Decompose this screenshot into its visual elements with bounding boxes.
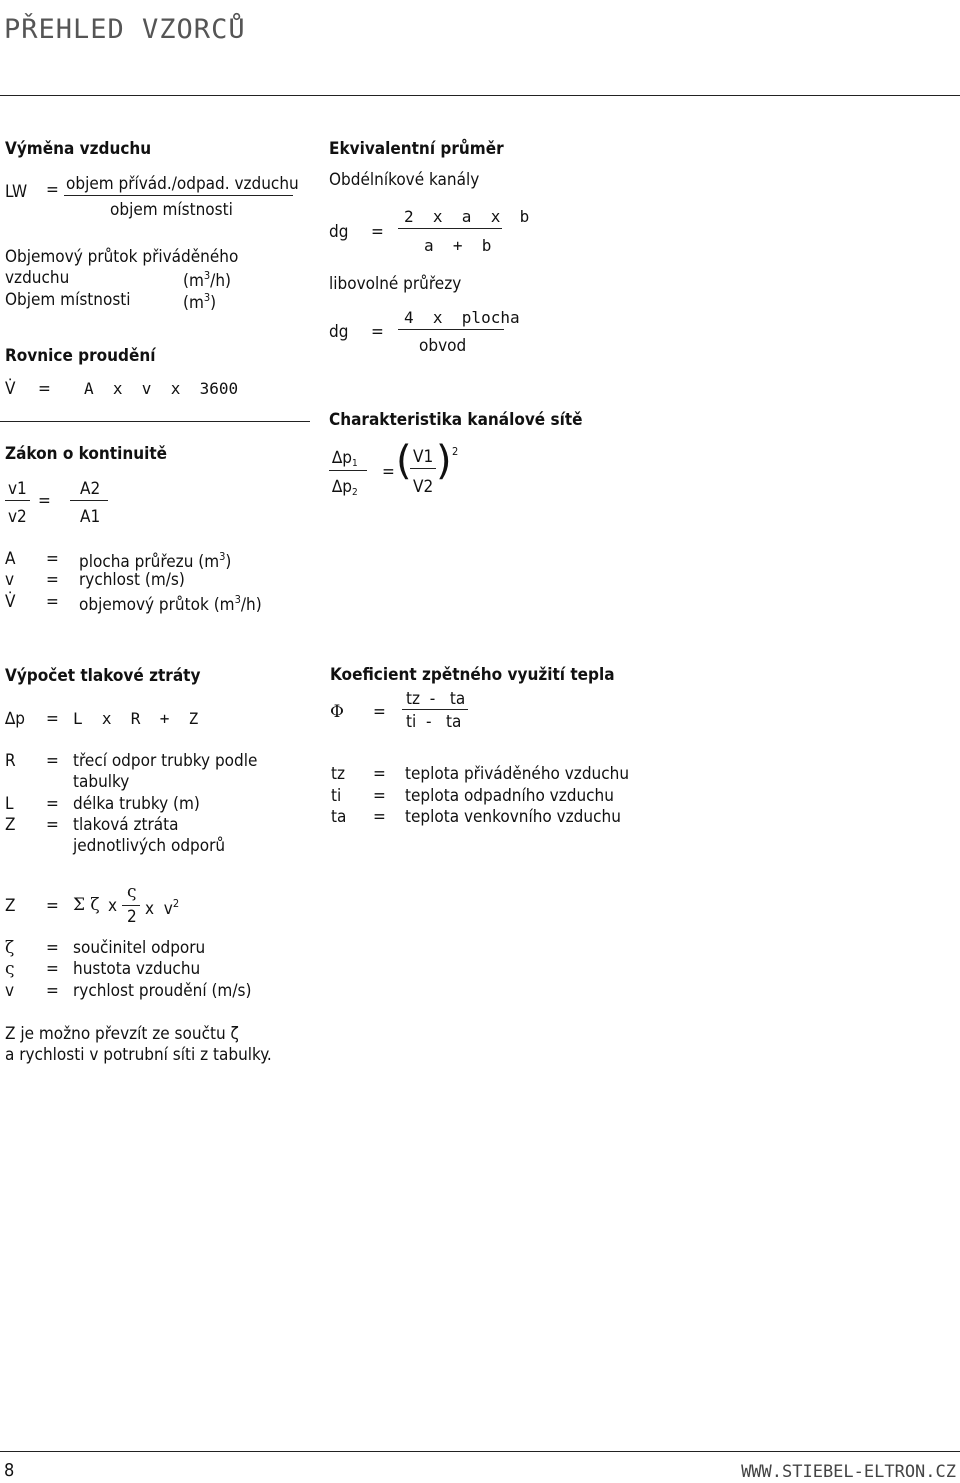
rho-symbol: ς <box>127 882 137 902</box>
dg2-denominator: obvod <box>419 336 467 356</box>
definition-text: Objem místnosti <box>5 290 131 310</box>
equals-sign: = <box>46 794 59 814</box>
delta-p-symbol: ∆p <box>5 709 25 729</box>
page-title: PŘEHLED VZORCŮ <box>4 14 246 45</box>
equals-sign: = <box>46 709 59 729</box>
def-text: teplota odpadního vzduchu <box>405 786 614 806</box>
equals-sign: = <box>46 549 59 569</box>
def-symbol: R <box>5 751 16 771</box>
fraction-bar <box>329 470 367 471</box>
right-parenthesis: ) <box>436 438 452 484</box>
equals-sign: = <box>46 815 59 835</box>
volume-flow-symbol: V̇ <box>5 379 16 399</box>
z-formula-tail: x $v^2$ <box>145 897 180 919</box>
definition-text: Objemový průtok přiváděného <box>5 247 239 267</box>
website-url: WWW.STIEBEL-ELTRON.CZ <box>741 1462 956 1482</box>
sigma-zeta: Σ ζ <box>73 895 100 915</box>
dg-symbol: dg <box>329 322 349 342</box>
equals-sign: = <box>373 702 386 722</box>
note-text: Z je možno převzít ze součtu ζ <box>5 1024 239 1044</box>
legend-text: plocha průřezu $(m^3)$ <box>79 550 232 572</box>
equals-sign: = <box>373 807 386 827</box>
equals-sign: = <box>46 180 59 200</box>
lw-numerator: objem přívád./odpad. vzduchu <box>66 174 299 194</box>
def-symbol: L <box>5 794 14 814</box>
subheading: libovolné průřezy <box>329 274 462 294</box>
legend-symbol: V̇ <box>5 592 16 612</box>
page-number: 8 <box>4 1460 15 1481</box>
pressure-loss-heading: Výpočet tlakové ztráty <box>5 666 201 686</box>
v2-flow-symbol: V2 <box>413 477 434 497</box>
dp2-symbol: $\Delta p_2$ <box>332 477 358 498</box>
equals-sign: = <box>46 938 59 958</box>
def-text-cont: jednotlivých odporů <box>73 836 226 856</box>
fraction-bar <box>64 195 293 196</box>
heat-recovery-heading: Koeficient zpětného využití tepla <box>330 665 615 685</box>
dp1-symbol: $\Delta p_1$ <box>332 448 358 469</box>
legend-symbol: A <box>5 549 16 569</box>
fraction-bar <box>402 709 468 710</box>
equals-sign: = <box>373 786 386 806</box>
heat-recovery-denominator: ti - ta <box>406 712 462 732</box>
def-text: rychlost proudění (m/s) <box>73 981 252 1001</box>
definition-text: vzduchu <box>5 268 70 288</box>
lw-symbol: LW <box>5 182 28 202</box>
def-text: tlaková ztráta <box>73 815 179 835</box>
two-denominator: 2 <box>127 907 137 927</box>
def-symbol: ζ <box>5 938 15 958</box>
times-sign: x <box>108 896 118 916</box>
def-text: délka trubky (m) <box>73 794 200 814</box>
continuity-heading: Zákon o kontinuitě <box>5 444 168 464</box>
equals-sign: = <box>46 570 59 590</box>
equals-sign: = <box>46 592 59 612</box>
dg1-denominator: a + b <box>424 236 492 255</box>
section-divider <box>0 421 310 422</box>
equals-sign: = <box>46 896 59 916</box>
fraction-bar <box>398 228 502 229</box>
network-heading: Charakteristika kanálové sítě <box>329 410 583 430</box>
phi-symbol: Φ <box>330 702 344 722</box>
equals-sign: = <box>373 764 386 784</box>
fraction-bar <box>5 500 30 501</box>
def-text: teplota venkovního vzduchu <box>405 807 621 827</box>
def-symbol: ς <box>5 959 15 979</box>
exponent: 2 <box>452 445 459 458</box>
heat-recovery-numerator: tz - ta <box>406 689 466 709</box>
z-symbol: Z <box>5 896 16 916</box>
left-parenthesis: ( <box>396 438 412 484</box>
def-symbol: ti <box>331 786 342 806</box>
flow-equation-rhs: A x v x 3600 <box>84 379 239 398</box>
legend-text: objemový průtok $(m^3/h)$ <box>79 593 262 615</box>
equals-sign: = <box>46 751 59 771</box>
def-text: třecí odpor trubky podle <box>73 751 258 771</box>
equals-sign: = <box>371 322 384 342</box>
fraction-bar <box>398 329 504 330</box>
a1-symbol: A1 <box>80 507 101 527</box>
equals-sign: = <box>382 462 395 482</box>
footer-divider <box>0 1451 960 1452</box>
def-symbol: Z <box>5 815 16 835</box>
equals-sign: = <box>38 379 51 399</box>
legend-symbol: v <box>5 570 15 590</box>
def-text: teplota přiváděného vzduchu <box>405 764 630 784</box>
header-divider <box>0 95 960 96</box>
lw-denominator: objem místnosti <box>110 200 233 220</box>
pressure-loss-rhs: L x R + Z <box>73 709 199 728</box>
equivalent-diameter-heading: Ekvivalentní průměr <box>329 139 504 159</box>
dg1-numerator: 2 x a x b <box>404 207 530 226</box>
dg-symbol: dg <box>329 222 349 242</box>
subheading: Obdélníkové kanály <box>329 170 480 190</box>
equals-sign: = <box>46 981 59 1001</box>
note-text: a rychlosti v potrubní síti z tabulky. <box>5 1045 272 1065</box>
equals-sign: = <box>371 222 384 242</box>
def-text: součinitel odporu <box>73 938 206 958</box>
equals-sign: = <box>38 491 51 511</box>
unit-text: $(m^3/h)$ <box>183 269 231 291</box>
fraction-bar <box>122 905 140 906</box>
def-symbol: ta <box>331 807 347 827</box>
unit-text: $(m^3)$ <box>183 291 217 313</box>
legend-text: rychlost (m/s) <box>79 570 185 590</box>
equals-sign: = <box>46 959 59 979</box>
fraction-bar <box>70 500 108 501</box>
def-text-cont: tabulky <box>73 772 130 792</box>
def-symbol: tz <box>331 764 346 784</box>
v1-flow-symbol: V1 <box>413 447 434 467</box>
air-exchange-heading: Výměna vzduchu <box>5 139 152 159</box>
flow-equation-heading: Rovnice proudění <box>5 346 156 366</box>
v1-symbol: v1 <box>8 479 27 499</box>
def-symbol: v <box>5 981 15 1001</box>
a2-symbol: A2 <box>80 479 101 499</box>
dg2-numerator: 4 x plocha <box>404 308 520 327</box>
def-text: hustota vzduchu <box>73 959 201 979</box>
fraction-bar <box>410 468 436 469</box>
v2-symbol: v2 <box>8 507 27 527</box>
